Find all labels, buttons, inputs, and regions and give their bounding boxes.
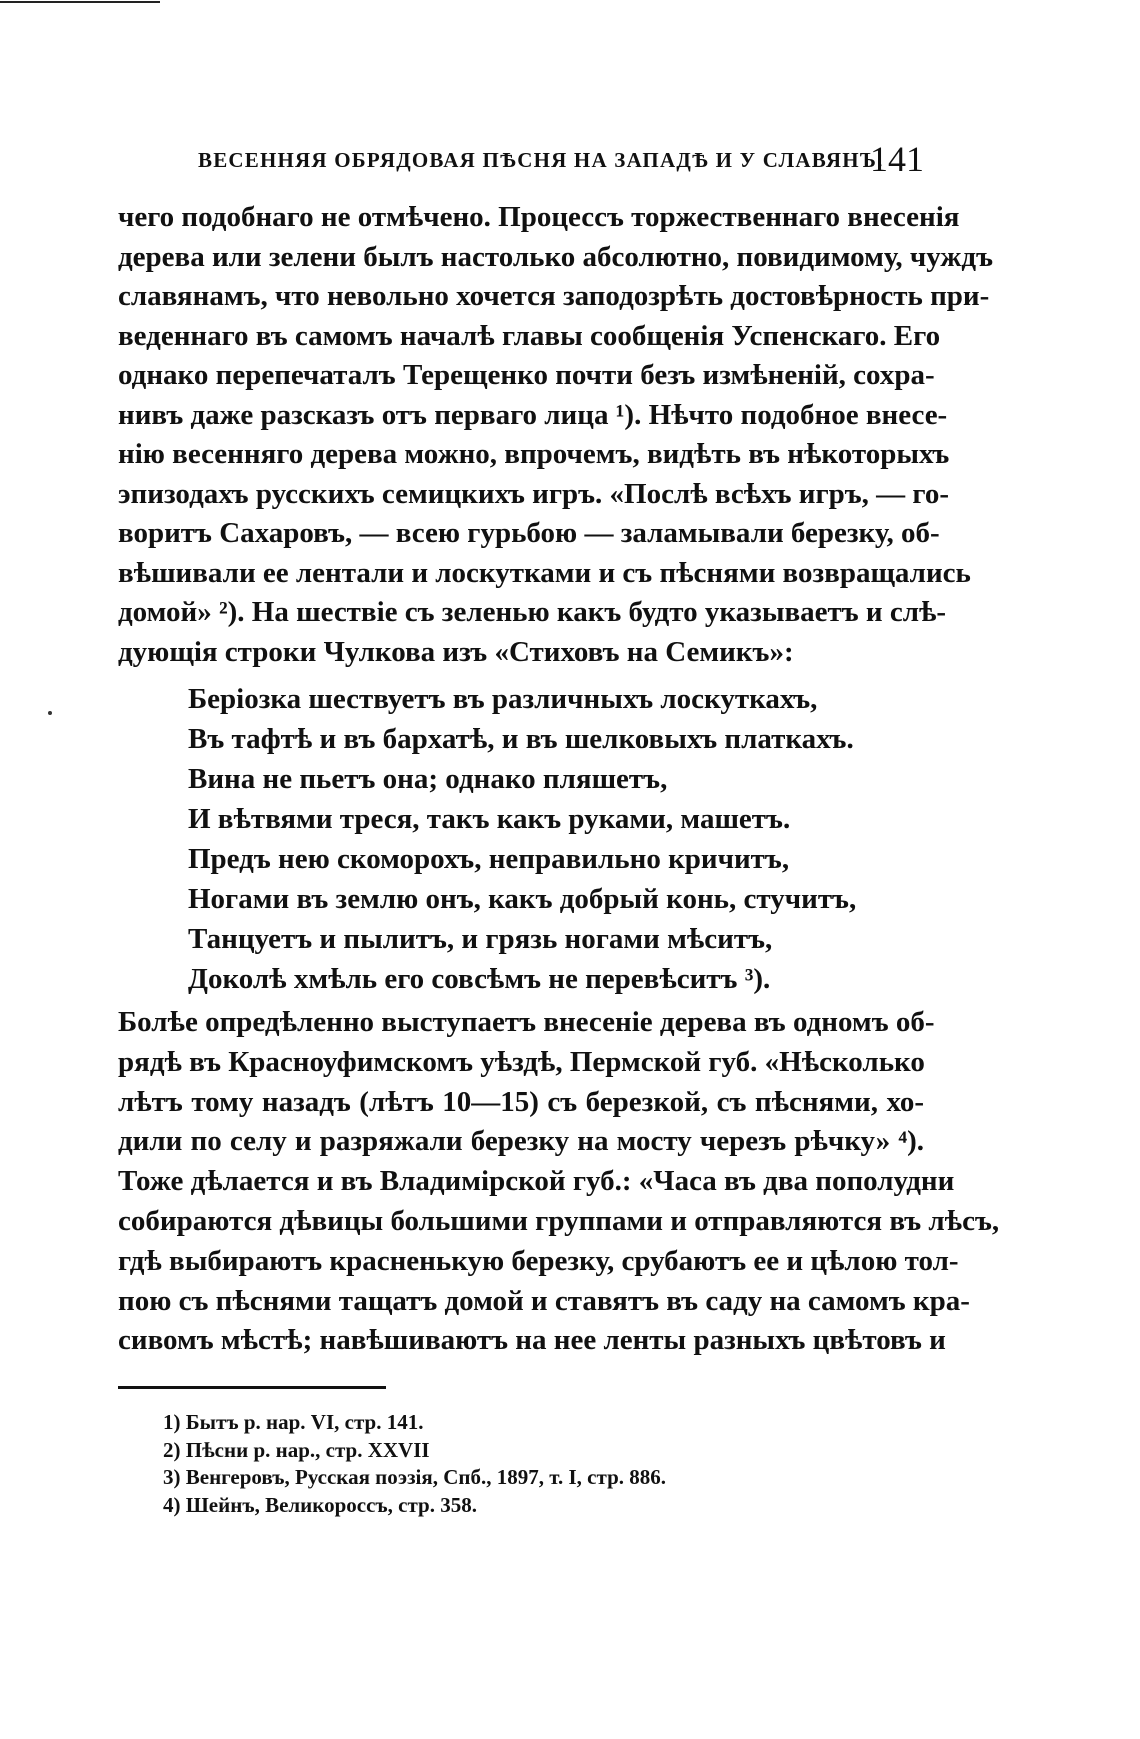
text-line: воритъ Сахаровъ, — всею гурьбою — заламывали березку, об-: [118, 517, 940, 549]
text-line: веденнаго въ самомъ началѣ главы сообщенія Успенскаго. Его: [118, 319, 941, 352]
footnote-4: 4) Шейнъ, Великороссъ, стр. 358.: [163, 1492, 477, 1517]
text-line: сивомъ мѣстѣ; навѣшиваютъ на нее ленты разныхъ цвѣтовъ и: [118, 1324, 946, 1357]
verse-line: Въ тафтѣ и въ бархатѣ, и въ шелковыхъ платкахъ.: [188, 723, 854, 755]
text-line: дерева или зелени былъ настолько абсолютно, повидимому, чуждъ: [118, 240, 994, 273]
text-line: пою съ пѣснями тащатъ домой и ставятъ въ саду на самомъ кра-: [118, 1284, 970, 1317]
text-line: дили по селу и разряжали березку на мосту черезъ рѣчку» ⁴).: [118, 1125, 924, 1158]
text-line: лѣтъ тому назадъ (лѣтъ 10—15) съ березкой, съ пѣснями, хо-: [118, 1085, 924, 1118]
text-line: славянамъ, что невольно хочется заподозрѣть достовѣрность при-: [118, 280, 990, 312]
footnote-separator: [118, 1386, 386, 1389]
text-line: рядѣ въ Красноуфимскомъ уѣздѣ, Пермской губ. «Нѣсколько: [118, 1045, 925, 1078]
verse-line: Ногами въ землю онъ, какъ добрый конь, стучитъ,: [188, 883, 857, 915]
verse-line: И вѣтвями треся, такъ какъ руками, машетъ.: [188, 803, 791, 835]
stray-ink-mark: [48, 711, 52, 715]
top-edge-rule: [0, 1, 160, 3]
footnote-2: 2) Пѣсни р. нар., стр. XXVII: [163, 1437, 430, 1462]
text-line: гдѣ выбираютъ красненькую березку, срубаютъ ее и цѣлою тол-: [118, 1244, 959, 1277]
verse-line: Доколѣ хмѣль его совсѣмъ не перевѣситъ ³).: [188, 963, 771, 995]
running-header: [198, 138, 924, 178]
page-number: 141: [870, 139, 924, 179]
paragraph-1: [118, 198, 994, 672]
footnotes: [163, 1409, 863, 1519]
verse-line: Вина не пьетъ она; однако пляшетъ,: [188, 763, 668, 795]
verse-quote: [188, 679, 928, 999]
text-line: домой» ²). На шествіе съ зеленью какъ будто указываетъ и слѣ-: [118, 596, 947, 628]
text-line: вѣшивали ее лентали и лоскутками и съ пѣснями возвращались: [118, 556, 971, 589]
verse-line: Беріозка шествуетъ въ различныхъ лоскуткахъ,: [188, 683, 818, 715]
text-line: дующія строки Чулкова изъ «Стиховъ на Семикъ»:: [118, 635, 794, 668]
text-line: нивъ даже разсказъ отъ перваго лица ¹). Нѣчто подобное внесе-: [118, 398, 948, 431]
paragraph-2: [118, 1003, 1000, 1361]
verse-line: Танцуетъ и пылитъ, и грязь ногами мѣситъ,: [188, 923, 773, 955]
footnote-1: 1) Бытъ р. нар. VI, стр. 141.: [163, 1410, 424, 1434]
text-line: однако перепечаталъ Терещенко почти безъ измѣненій, сохра-: [118, 359, 935, 391]
text-line: чего подобнаго не отмѣчено. Процессъ торжественнаго внесенія: [118, 201, 960, 233]
verse-line: Предъ нею скоморохъ, неправильно кричитъ,: [188, 843, 790, 875]
text-line: эпизодахъ русскихъ семицкихъ игръ. «Послѣ всѣхъ игръ, — го-: [118, 477, 950, 510]
running-title: ВЕСЕННЯЯ ОБРЯДОВАЯ ПѢСНЯ НА ЗАПАДѢ И У СЛАВЯНЪ.: [198, 148, 884, 172]
text-line: собираются дѣвицы большими группами и отправляются въ лѣсъ,: [118, 1204, 1000, 1237]
text-line: нію весенняго дерева можно, впрочемъ, видѣть въ нѣкоторыхъ: [118, 438, 950, 470]
footnote-3: 3) Венгеровъ, Русская поэзія, Спб., 1897, т. I, стр. 886.: [163, 1465, 666, 1489]
text-line: Болѣе опредѣленно выступаетъ внесеніе дерева въ одномъ об-: [118, 1006, 935, 1038]
text-line: Тоже дѣлается и въ Владимірской губ.: «Часа въ два пополудни: [118, 1165, 955, 1198]
